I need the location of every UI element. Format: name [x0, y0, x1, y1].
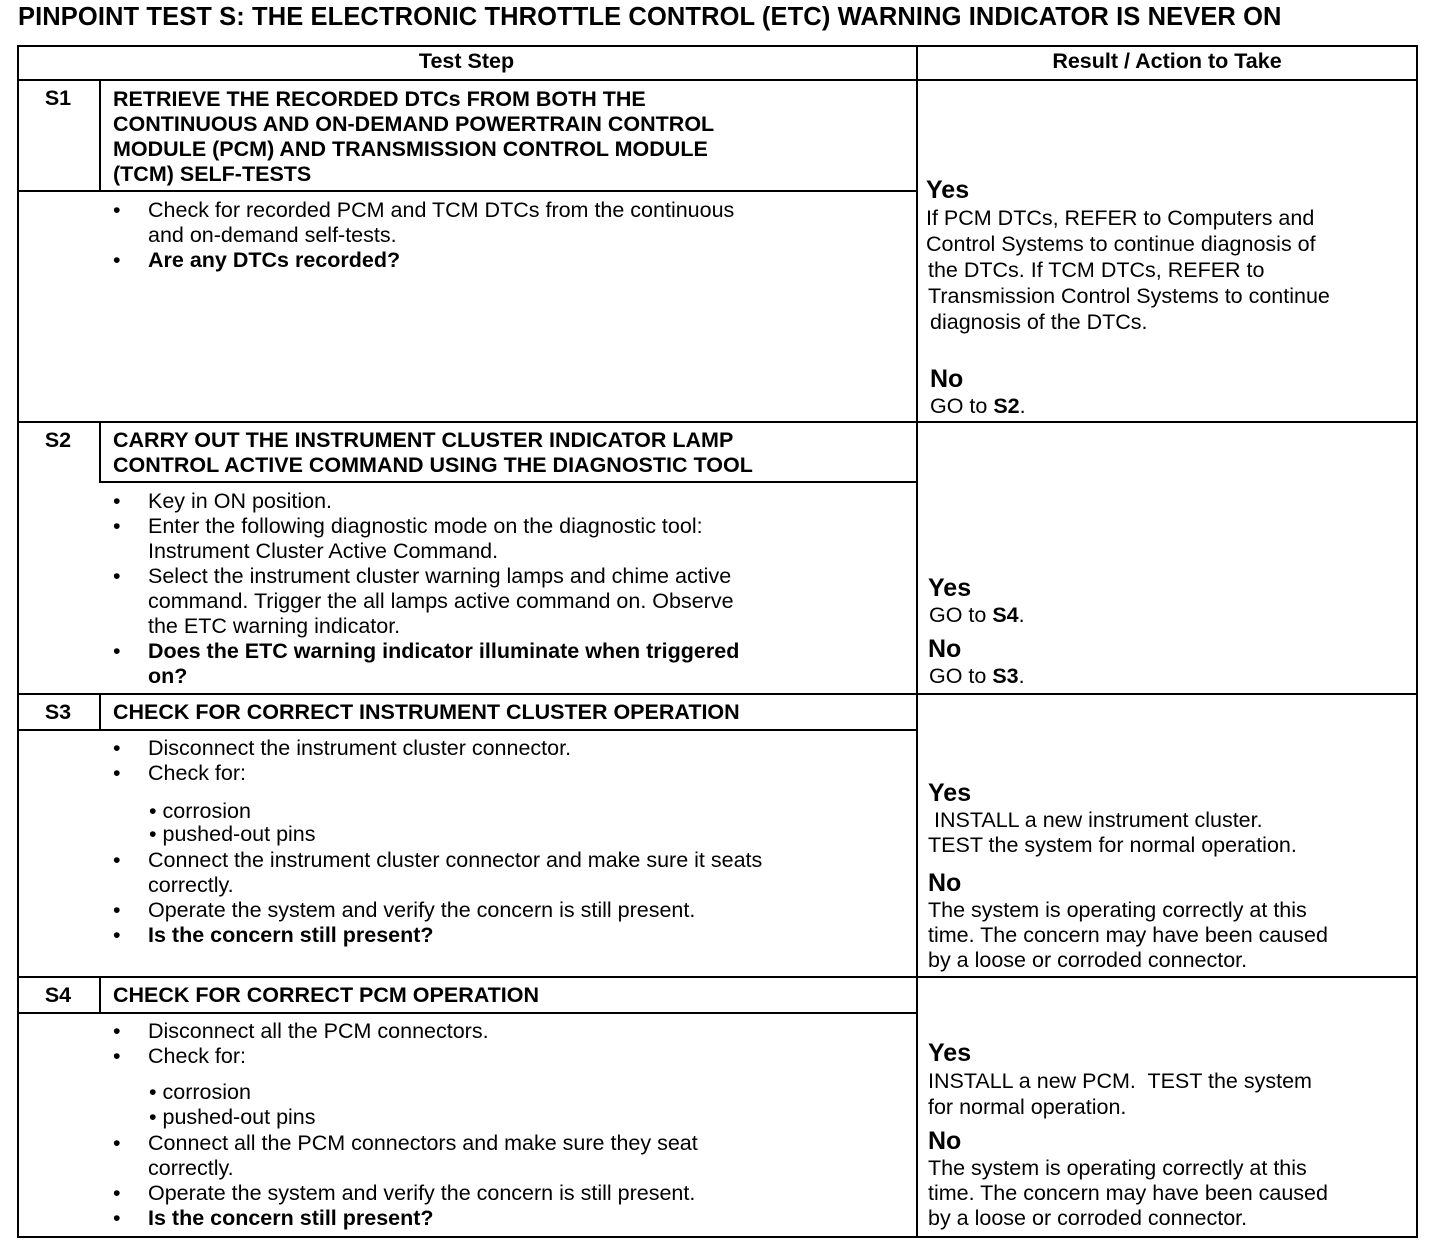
bullet-dot: • — [113, 1206, 121, 1230]
bullet-text: Check for: — [148, 761, 246, 785]
yes-target-link[interactable]: S4 — [992, 603, 1019, 627]
pinpoint-test-table — [17, 45, 1418, 1238]
table-border-bottom — [17, 1236, 1418, 1238]
no-text-s2 — [929, 663, 1025, 689]
yes-text-line: diagnosis of the DTCs. — [930, 310, 1148, 334]
no-text-line: The system is operating correctly at this — [928, 1156, 1307, 1180]
sub-item: • pushed-out pins — [149, 822, 316, 846]
yes-text-line: the DTCs. If TCM DTCs, REFER to — [928, 258, 1265, 282]
table-border-top — [17, 45, 1418, 47]
yes-text-line: TEST the system for normal operation. — [928, 833, 1297, 857]
no-label-s1: No — [930, 365, 964, 393]
bullet-text: Instrument Cluster Active Command. — [148, 539, 499, 563]
bullet-dot: • — [113, 1044, 121, 1068]
no-target-link[interactable]: S3 — [992, 664, 1019, 688]
no-text-line: by a loose or corroded connector. — [928, 1206, 1248, 1230]
bullet-dot: • — [113, 761, 121, 785]
no-label-s3: No — [928, 869, 962, 897]
step-title-s4: CHECK FOR CORRECT PCM OPERATION — [113, 983, 540, 1007]
bullet-dot: • — [113, 1181, 121, 1205]
sub-item-text: pushed-out pins — [162, 1105, 316, 1129]
bullet-text: correctly. — [148, 1156, 234, 1180]
bullet-dot: • — [113, 1019, 121, 1043]
bullet-dot: • — [113, 564, 121, 588]
bullet-text: correctly. — [148, 873, 234, 897]
bullet-text: Does the ETC warning indicator illuminate when triggered — [148, 639, 740, 663]
no-label-s2: No — [928, 635, 962, 663]
yes-label-s3: Yes — [928, 779, 972, 807]
yes-label-s1: Yes — [926, 176, 970, 204]
step-title-line: MODULE (PCM) AND TRANSMISSION CONTROL MODULE — [113, 137, 708, 161]
sub-item: • pushed-out pins — [149, 1105, 316, 1129]
id-divider-s3 — [99, 693, 101, 731]
yes-label-s2: Yes — [928, 574, 972, 602]
yes-suffix: . — [1018, 603, 1025, 627]
bullet-text: and on-demand self-tests. — [148, 223, 397, 247]
title-underline-s1 — [17, 190, 916, 192]
yes-text-s2 — [929, 602, 1025, 628]
bullet-text: Is the concern still present? — [148, 923, 434, 947]
no-prefix: GO to — [929, 664, 993, 688]
bullet-dot: • — [113, 736, 121, 760]
table-border-right — [1416, 45, 1418, 1238]
bullet-dot: • — [113, 848, 121, 872]
step-title-line: CARRY OUT THE INSTRUMENT CLUSTER INDICATOR LAMP — [113, 428, 734, 452]
step-title-line: RETRIEVE THE RECORDED DTCs FROM BOTH THE — [113, 87, 646, 111]
bullet-text: Are any DTCs recorded? — [148, 248, 401, 272]
sub-item-text: corrosion — [162, 799, 251, 823]
test-step-header: Test Step — [418, 49, 515, 73]
sub-item: • corrosion — [149, 799, 251, 823]
step-id-s1: S1 — [44, 86, 72, 110]
sub-item-text: corrosion — [162, 1080, 251, 1104]
yes-label-s4: Yes — [928, 1039, 972, 1067]
no-suffix: . — [1018, 664, 1025, 688]
bullet-text: Operate the system and verify the concern is still present. — [148, 1181, 696, 1205]
id-divider-s4 — [99, 976, 101, 1014]
no-text-line: time. The concern may have been caused — [928, 923, 1328, 947]
bullet-dot: • — [113, 1131, 121, 1155]
row-divider-s2-s3 — [17, 693, 1418, 695]
step-title-s3: CHECK FOR CORRECT INSTRUMENT CLUSTER OPERATION — [113, 700, 740, 724]
bullet-text: Key in ON position. — [148, 489, 333, 513]
bullet-text: Is the concern still present? — [148, 1206, 434, 1230]
step-title-line: CONTROL ACTIVE COMMAND USING THE DIAGNOSTIC TOOL — [113, 453, 753, 477]
no-text-line: The system is operating correctly at this — [928, 898, 1307, 922]
yes-text-line: for normal operation. — [928, 1095, 1127, 1119]
yes-text-line: Control Systems to continue diagnosis of — [926, 232, 1316, 256]
bullet-dot: • — [113, 198, 121, 222]
result-header: Result / Action to Take — [1052, 49, 1282, 73]
title-underline-s2 — [99, 481, 916, 483]
no-target-link[interactable]: S2 — [993, 394, 1020, 418]
yes-text-line: INSTALL a new instrument cluster. — [928, 808, 1263, 832]
sub-item-text: pushed-out pins — [162, 822, 316, 846]
row-divider-s3-s4 — [17, 976, 1418, 978]
step-id-s2: S2 — [44, 428, 72, 452]
step-title-line: CONTINUOUS AND ON-DEMAND POWERTRAIN CONTROL — [113, 112, 715, 136]
bullet-dot: • — [113, 248, 121, 272]
bullet-dot: • — [113, 514, 121, 538]
id-divider-s2 — [99, 421, 101, 483]
sub-item: • corrosion — [149, 1080, 251, 1104]
bullet-text: Check for recorded PCM and TCM DTCs from the continuous — [148, 198, 735, 222]
no-suffix: . — [1019, 394, 1026, 418]
yes-text-line: If PCM DTCs, REFER to Computers and — [926, 206, 1315, 230]
no-text-line: by a loose or corroded connector. — [928, 948, 1248, 972]
step-title-line: (TCM) SELF-TESTS — [113, 162, 312, 186]
yes-prefix: GO to — [929, 603, 993, 627]
column-divider — [916, 45, 918, 1238]
bullet-dot: • — [113, 489, 121, 513]
bullet-text: Enter the following diagnostic mode on the diagnostic tool: — [148, 514, 703, 538]
bullet-text: Operate the system and verify the concern is still present. — [148, 898, 696, 922]
table-border-left — [17, 45, 19, 1238]
yes-text-line: Transmission Control Systems to continue — [928, 284, 1330, 308]
page-title: PINPOINT TEST S: THE ELECTRONIC THROTTLE CONTROL (ETC) WARNING INDICATOR IS NEVER ON — [18, 3, 1282, 31]
bullet-text: the ETC warning indicator. — [148, 614, 401, 638]
no-text-s1 — [930, 393, 1026, 419]
row-divider-s1-s2 — [17, 421, 1418, 423]
no-text-line: time. The concern may have been caused — [928, 1181, 1328, 1205]
bullet-text: command. Trigger the all lamps active command on. Observe — [148, 589, 734, 613]
no-prefix: GO to — [930, 394, 994, 418]
bullet-text: Connect the instrument cluster connector and make sure it seats — [148, 848, 763, 872]
bullet-text: Disconnect the instrument cluster connector. — [148, 736, 572, 760]
bullet-text: on? — [148, 664, 188, 688]
bullet-text: Select the instrument cluster warning lamps and chime active — [148, 564, 732, 588]
no-label-s4: No — [928, 1127, 962, 1155]
step-id-s4: S4 — [44, 983, 72, 1007]
bullet-dot: • — [113, 898, 121, 922]
bullet-dot: • — [113, 639, 121, 663]
title-underline-s3 — [17, 729, 916, 731]
bullet-text: Check for: — [148, 1044, 246, 1068]
id-divider-s1 — [99, 79, 101, 192]
bullet-text: Disconnect all the PCM connectors. — [148, 1019, 489, 1043]
yes-text-line: INSTALL a new PCM. TEST the system — [928, 1069, 1312, 1093]
step-id-s3: S3 — [44, 700, 72, 724]
title-underline-s4 — [17, 1012, 916, 1014]
bullet-dot: • — [113, 923, 121, 947]
header-divider — [17, 79, 1418, 81]
bullet-text: Connect all the PCM connectors and make sure they seat — [148, 1131, 698, 1155]
